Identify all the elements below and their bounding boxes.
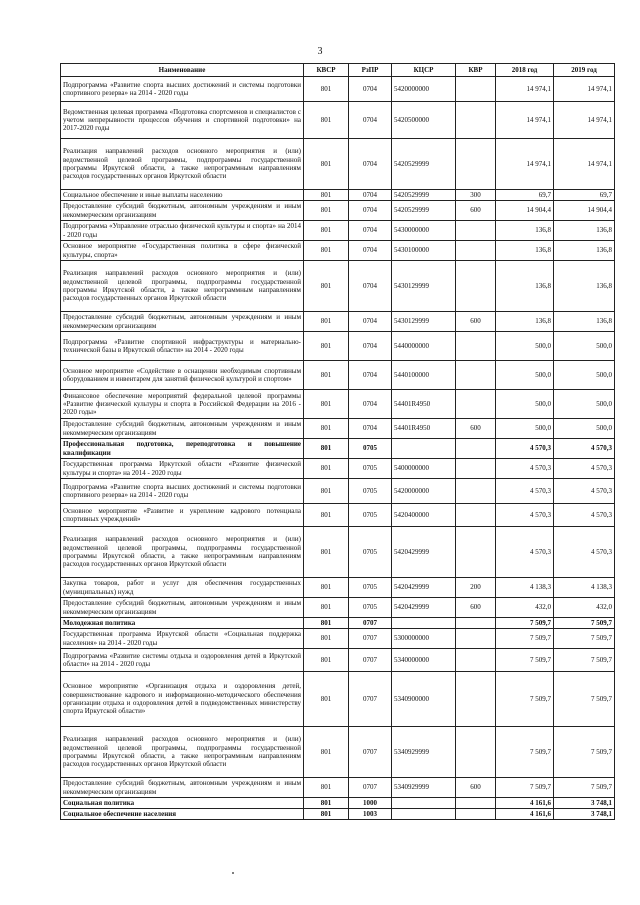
- cell-kvr: [456, 672, 496, 727]
- cell-kvr: [456, 390, 496, 419]
- table-row: [61, 459, 615, 479]
- cell-name: Предоставление субсидий бюджетным, автономным учреждениям и иным некоммерческим организациям: [61, 598, 304, 618]
- table-row: [61, 798, 615, 809]
- cell-rzpr: 0704: [349, 241, 392, 261]
- cell-name: Реализация направлений расходов основного мероприятия и (или) ведомственной целевой программы, подпрограммы государственной программы Иркутской области, а также непрограммным направлениям расходов государственных органов Иркутской области: [61, 727, 304, 778]
- cell-rzpr: 0704: [349, 190, 392, 201]
- cell-kvsr: 801: [304, 527, 349, 578]
- cell-kvsr: 801: [304, 809, 349, 820]
- cell-kvsr: 801: [304, 139, 349, 190]
- cell-2018: 500,0: [496, 332, 554, 361]
- cell-kvr: 600: [456, 201, 496, 221]
- header-2018: 2018 год: [496, 64, 554, 77]
- cell-name: Подпрограмма «Развитие спорта высших достижений и системы подготовки спортивного резерва» на 2014 - 2020 годы: [61, 479, 304, 504]
- cell-kvr: 600: [456, 598, 496, 618]
- cell-kvsr: 801: [304, 241, 349, 261]
- table-row: [61, 479, 615, 504]
- cell-kvsr: 801: [304, 361, 349, 390]
- cell-2019: 432,0: [554, 598, 615, 618]
- cell-kcsr: 5420529999: [392, 139, 456, 190]
- table-row: [61, 390, 615, 419]
- cell-2019: 14 904,4: [554, 201, 615, 221]
- cell-2019: 7 509,7: [554, 727, 615, 778]
- cell-kcsr: 5430000000: [392, 221, 456, 241]
- cell-kcsr: 5340900000: [392, 672, 456, 727]
- cell-2019: 500,0: [554, 332, 615, 361]
- cell-kcsr: 54401R4950: [392, 419, 456, 439]
- cell-kvsr: 801: [304, 201, 349, 221]
- table-row: [61, 809, 615, 820]
- budget-table: [60, 63, 615, 820]
- cell-kcsr: 5430129999: [392, 261, 456, 312]
- cell-2018: 4 161,6: [496, 798, 554, 809]
- cell-2019: 4 570,3: [554, 527, 615, 578]
- cell-kvsr: 801: [304, 479, 349, 504]
- cell-2018: 4 570,3: [496, 527, 554, 578]
- cell-name: Предоставление субсидий бюджетным, автономным учреждениям и иным некоммерческим организациям: [61, 201, 304, 221]
- table-row: [61, 102, 615, 139]
- cell-2018: 7 509,7: [496, 649, 554, 672]
- table-row: [61, 77, 615, 102]
- table-row: [61, 629, 615, 649]
- cell-rzpr: 0704: [349, 312, 392, 332]
- cell-rzpr: 0704: [349, 201, 392, 221]
- table-row: [61, 261, 615, 312]
- cell-2018: 14 974,1: [496, 139, 554, 190]
- table-row: [61, 778, 615, 798]
- cell-2019: 4 570,3: [554, 479, 615, 504]
- cell-name: Подпрограмма «Развитие системы отдыха и оздоровления детей в Иркутской области» на 2014 - 2020 годы: [61, 649, 304, 672]
- cell-kcsr: [392, 439, 456, 459]
- cell-kvsr: 801: [304, 778, 349, 798]
- cell-kvsr: 801: [304, 798, 349, 809]
- cell-2018: 136,8: [496, 241, 554, 261]
- cell-name: Основное мероприятие «Развитие и укрепление кадрового потенциала спортивных учреждений»: [61, 504, 304, 527]
- cell-kvsr: 801: [304, 629, 349, 649]
- cell-kvsr: 801: [304, 77, 349, 102]
- cell-kcsr: 5430100000: [392, 241, 456, 261]
- cell-kcsr: 54401R4950: [392, 390, 456, 419]
- table-row: [61, 439, 615, 459]
- cell-kvr: [456, 618, 496, 629]
- cell-kcsr: 5420400000: [392, 504, 456, 527]
- cell-2019: 4 570,3: [554, 459, 615, 479]
- cell-kcsr: 5340000000: [392, 649, 456, 672]
- cell-name: Основное мероприятие «Государственная политика в сфере физической культуры, спорта»: [61, 241, 304, 261]
- cell-name: Предоставление субсидий бюджетным, автономным учреждениям и иным некоммерческим организациям: [61, 312, 304, 332]
- cell-kcsr: [392, 618, 456, 629]
- cell-kvsr: 801: [304, 459, 349, 479]
- cell-kcsr: 5420429999: [392, 598, 456, 618]
- cell-name: Основное мероприятие «Содействие в оснащении необходимым спортивным оборудованием и инвентарем для занятий физической культурой и спортом»: [61, 361, 304, 390]
- cell-kvsr: 801: [304, 190, 349, 201]
- cell-kcsr: 5400000000: [392, 459, 456, 479]
- cell-name: Подпрограмма «Развитие спортивной инфраструктуры и материально- технической базы в Иркутской области» на 2014 - 2020 годы: [61, 332, 304, 361]
- cell-2019: 7 509,7: [554, 672, 615, 727]
- cell-2019: 14 974,1: [554, 102, 615, 139]
- cell-kvr: [456, 139, 496, 190]
- cell-name: Предоставление субсидий бюджетным, автономным учреждениям и иным некоммерческим организациям: [61, 419, 304, 439]
- cell-2018: 500,0: [496, 419, 554, 439]
- cell-2018: 69,7: [496, 190, 554, 201]
- cell-2018: 500,0: [496, 390, 554, 419]
- cell-2018: 4 570,3: [496, 504, 554, 527]
- cell-2019: 3 748,1: [554, 809, 615, 820]
- header-kcsr: КЦСР: [392, 64, 456, 77]
- cell-kvr: [456, 479, 496, 504]
- cell-rzpr: 0705: [349, 598, 392, 618]
- table-row: [61, 241, 615, 261]
- cell-2019: 4 570,3: [554, 439, 615, 459]
- cell-kvsr: 801: [304, 312, 349, 332]
- cell-kvsr: 801: [304, 578, 349, 598]
- cell-kvr: 600: [456, 419, 496, 439]
- table-body: [61, 77, 615, 820]
- cell-name: Подпрограмма «Развитие спорта высших достижений и системы подготовки спортивного резерва» на 2014 - 2020 годы: [61, 77, 304, 102]
- cell-2019: 4 138,3: [554, 578, 615, 598]
- cell-2018: 432,0: [496, 598, 554, 618]
- cell-kcsr: 5420500000: [392, 102, 456, 139]
- cell-2018: 4 570,3: [496, 459, 554, 479]
- cell-kcsr: [392, 798, 456, 809]
- cell-kcsr: [392, 809, 456, 820]
- cell-rzpr: 0704: [349, 390, 392, 419]
- cell-2018: 4 570,3: [496, 479, 554, 504]
- table-row: [61, 190, 615, 201]
- cell-rzpr: 0707: [349, 649, 392, 672]
- cell-2019: 7 509,7: [554, 629, 615, 649]
- cell-2018: 7 509,7: [496, 618, 554, 629]
- table-row: [61, 649, 615, 672]
- cell-kcsr: 5300000000: [392, 629, 456, 649]
- cell-kvr: [456, 459, 496, 479]
- cell-kcsr: 5340929999: [392, 778, 456, 798]
- table-row: [61, 139, 615, 190]
- cell-2018: 14 974,1: [496, 102, 554, 139]
- cell-name: Закупка товаров, работ и услуг для обеспечения государственных (муниципальных) нужд: [61, 578, 304, 598]
- cell-kvsr: 801: [304, 261, 349, 312]
- cell-2018: 4 161,6: [496, 809, 554, 820]
- cell-kvr: [456, 361, 496, 390]
- cell-kvsr: 801: [304, 419, 349, 439]
- cell-2019: 500,0: [554, 361, 615, 390]
- cell-name: Основное мероприятие «Организация отдыха и оздоровления детей, совершенствование кадрового и информационно-методического обеспечения организации отдыха и оздоровления детей в подведомственных министерству спорта Иркутской области»: [61, 672, 304, 727]
- cell-rzpr: 0704: [349, 361, 392, 390]
- cell-kvsr: 801: [304, 390, 349, 419]
- table-row: [61, 598, 615, 618]
- cell-kvr: [456, 504, 496, 527]
- cell-2019: 14 974,1: [554, 139, 615, 190]
- cell-2019: 7 509,7: [554, 649, 615, 672]
- header-kvsr: КВСР: [304, 64, 349, 77]
- cell-2019: 136,8: [554, 261, 615, 312]
- cell-kvsr: 801: [304, 504, 349, 527]
- cell-kvr: [456, 77, 496, 102]
- cell-2019: 4 570,3: [554, 504, 615, 527]
- cell-name: Реализация направлений расходов основного мероприятия и (или) ведомственной целевой программы, подпрограммы государственной программы Иркутской области, а также непрограммным направлениям расходов государственных органов Иркутской области: [61, 139, 304, 190]
- header-2019: 2019 год: [554, 64, 615, 77]
- cell-2018: 4 570,3: [496, 439, 554, 459]
- cell-kcsr: 5430129999: [392, 312, 456, 332]
- cell-kcsr: 5420429999: [392, 527, 456, 578]
- table-row: [61, 527, 615, 578]
- cell-2018: 4 138,3: [496, 578, 554, 598]
- cell-name: Ведомственная целевая программа «Подготовка спортсменов и специалистов с учетом непрерывности процессов обучения и спортивной подготовки» на 2017-2020 годы: [61, 102, 304, 139]
- cell-rzpr: 1003: [349, 809, 392, 820]
- cell-kvr: [456, 629, 496, 649]
- cell-rzpr: 0705: [349, 479, 392, 504]
- page-number: 3: [317, 46, 323, 57]
- cell-2018: 7 509,7: [496, 629, 554, 649]
- cell-2018: 136,8: [496, 221, 554, 241]
- cell-2018: 14 974,1: [496, 77, 554, 102]
- cell-kcsr: 5420529999: [392, 201, 456, 221]
- scan-speck: [232, 872, 234, 874]
- cell-kvr: 600: [456, 312, 496, 332]
- cell-kvsr: 801: [304, 221, 349, 241]
- cell-kvr: [456, 809, 496, 820]
- cell-rzpr: 0707: [349, 778, 392, 798]
- cell-name: Реализация направлений расходов основного мероприятия и (или) ведомственной целевой программы, подпрограммы государственной программы Иркутской области, а также непрограммным направлениям расходов государственных органов Иркутской области: [61, 527, 304, 578]
- cell-rzpr: 0704: [349, 419, 392, 439]
- cell-kvr: [456, 439, 496, 459]
- cell-name: Финансовое обеспечение мероприятий федеральной целевой программы «Развитие физической культуры и спорта в Российской Федерации на 2016 - 2020 годы»: [61, 390, 304, 419]
- cell-2019: 3 748,1: [554, 798, 615, 809]
- cell-rzpr: 0704: [349, 221, 392, 241]
- cell-name: Государственная программа Иркутской области «Развитие физической культуры и спорта» на 2014 - 2020 годы: [61, 459, 304, 479]
- cell-2019: 7 509,7: [554, 618, 615, 629]
- cell-rzpr: 0705: [349, 459, 392, 479]
- cell-kvr: 200: [456, 578, 496, 598]
- cell-kcsr: 5440000000: [392, 332, 456, 361]
- table-row: [61, 618, 615, 629]
- cell-rzpr: 1000: [349, 798, 392, 809]
- cell-name: Подпрограмма «Управление отраслью физической культуры и спорта» на 2014 - 2020 годы: [61, 221, 304, 241]
- header-kvr: КВР: [456, 64, 496, 77]
- cell-2018: 500,0: [496, 361, 554, 390]
- cell-2018: 136,8: [496, 261, 554, 312]
- cell-2019: 14 974,1: [554, 77, 615, 102]
- cell-kvr: [456, 241, 496, 261]
- table-header-row: [61, 64, 615, 77]
- cell-2019: 136,8: [554, 312, 615, 332]
- cell-kcsr: 5340929999: [392, 727, 456, 778]
- cell-rzpr: 0704: [349, 261, 392, 312]
- cell-rzpr: 0704: [349, 139, 392, 190]
- cell-name: Реализация направлений расходов основного мероприятия и (или) ведомственной целевой программы, подпрограммы государственной программы Иркутской области, а также непрограммным направлениям расходов государственных органов Иркутской области: [61, 261, 304, 312]
- cell-rzpr: 0705: [349, 504, 392, 527]
- cell-2018: 7 509,7: [496, 778, 554, 798]
- cell-kcsr: 5420429999: [392, 578, 456, 598]
- table-row: [61, 221, 615, 241]
- cell-kvsr: 801: [304, 598, 349, 618]
- cell-kvsr: 801: [304, 102, 349, 139]
- cell-kvsr: 801: [304, 332, 349, 361]
- cell-kvr: [456, 261, 496, 312]
- cell-kvsr: 801: [304, 618, 349, 629]
- cell-kvsr: 801: [304, 672, 349, 727]
- cell-kcsr: 5420000000: [392, 77, 456, 102]
- cell-name: Социальная политика: [61, 798, 304, 809]
- cell-2018: 7 509,7: [496, 727, 554, 778]
- cell-2019: 69,7: [554, 190, 615, 201]
- cell-rzpr: 0704: [349, 102, 392, 139]
- cell-kvr: [456, 527, 496, 578]
- cell-kcsr: 5420000000: [392, 479, 456, 504]
- cell-name: Молодежная политика: [61, 618, 304, 629]
- cell-kvr: [456, 798, 496, 809]
- table-row: [61, 504, 615, 527]
- cell-kcsr: 5420529999: [392, 190, 456, 201]
- cell-2019: 500,0: [554, 419, 615, 439]
- cell-kvr: [456, 221, 496, 241]
- cell-kvr: 600: [456, 778, 496, 798]
- table-row: [61, 727, 615, 778]
- cell-kvr: [456, 332, 496, 361]
- table-row: [61, 578, 615, 598]
- table-row: [61, 201, 615, 221]
- cell-rzpr: 0705: [349, 439, 392, 459]
- header-rzpr: РзПР: [349, 64, 392, 77]
- cell-kvsr: 801: [304, 649, 349, 672]
- cell-kvsr: 801: [304, 727, 349, 778]
- cell-kvsr: 801: [304, 439, 349, 459]
- cell-2019: 500,0: [554, 390, 615, 419]
- cell-2019: 7 509,7: [554, 778, 615, 798]
- cell-2019: 136,8: [554, 241, 615, 261]
- cell-2018: 136,8: [496, 312, 554, 332]
- cell-rzpr: 0707: [349, 727, 392, 778]
- cell-kcsr: 5440100000: [392, 361, 456, 390]
- cell-rzpr: 0704: [349, 77, 392, 102]
- cell-name: Профессиональная подготовка, переподготовка и повышение квалификации: [61, 439, 304, 459]
- cell-name: Государственная программа Иркутской области «Социальная поддержка населения» на 2014 - 2020 годы: [61, 629, 304, 649]
- table-row: [61, 361, 615, 390]
- table-row: [61, 332, 615, 361]
- cell-rzpr: 0707: [349, 672, 392, 727]
- cell-rzpr: 0707: [349, 618, 392, 629]
- cell-rzpr: 0705: [349, 527, 392, 578]
- cell-name: Социальное обеспечение и иные выплаты населению: [61, 190, 304, 201]
- cell-kvr: [456, 102, 496, 139]
- cell-2019: 136,8: [554, 221, 615, 241]
- cell-rzpr: 0707: [349, 629, 392, 649]
- cell-name: Социальное обеспечение населения: [61, 809, 304, 820]
- cell-kvr: [456, 649, 496, 672]
- cell-name: Предоставление субсидий бюджетным, автономным учреждениям и иным некоммерческим организациям: [61, 778, 304, 798]
- cell-2018: 14 904,4: [496, 201, 554, 221]
- table-row: [61, 419, 615, 439]
- table-row: [61, 672, 615, 727]
- header-name: Наименование: [61, 64, 304, 77]
- cell-rzpr: 0705: [349, 578, 392, 598]
- cell-rzpr: 0704: [349, 332, 392, 361]
- cell-2018: 7 509,7: [496, 672, 554, 727]
- cell-kvr: [456, 727, 496, 778]
- table-row: [61, 312, 615, 332]
- cell-kvr: 300: [456, 190, 496, 201]
